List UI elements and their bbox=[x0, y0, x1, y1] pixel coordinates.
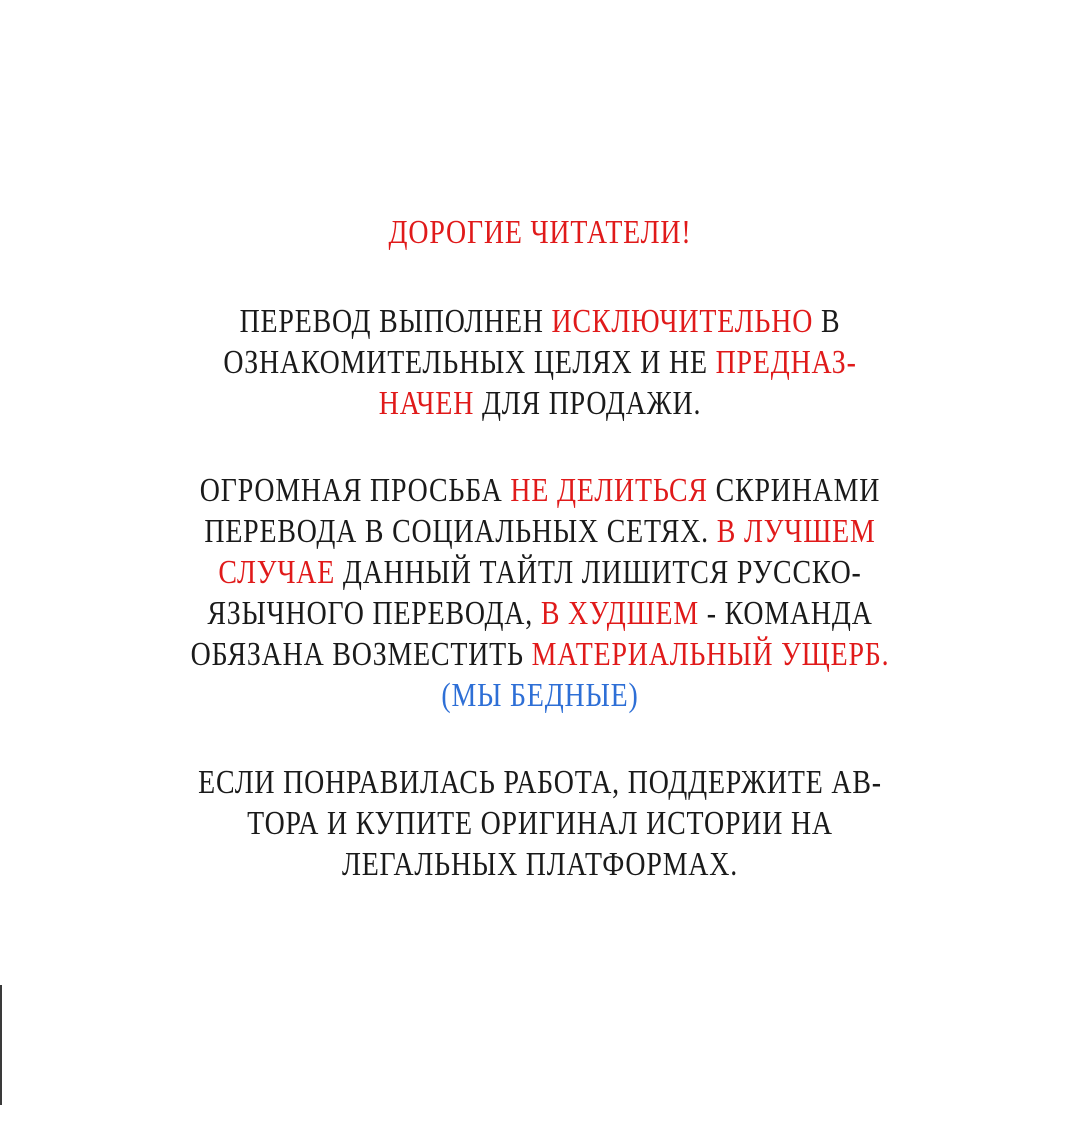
text-span: ОБЯЗАНА ВОЗМЕСТИТЬ bbox=[190, 636, 532, 673]
disclaimer-paragraph bbox=[97, 301, 983, 424]
text-span: ДАННЫЙ ТАЙТЛ ЛИШИТСЯ РУССКО- bbox=[335, 554, 862, 591]
text-span: ПЕРЕВОДА В СОЦИАЛЬНЫХ СЕТЯХ. bbox=[204, 513, 717, 550]
request-line-3 bbox=[97, 552, 983, 593]
highlight-worst-case: В ХУДШЕМ bbox=[540, 595, 699, 632]
support-line-2: ТОРА И КУПИТЕ ОРИГИНАЛ ИСТОРИИ НА bbox=[247, 805, 833, 842]
disclaimer-line-3 bbox=[97, 383, 983, 424]
text-span: ДЛЯ ПРОДАЖИ. bbox=[474, 385, 702, 422]
support-paragraph bbox=[97, 762, 983, 885]
text-span: ПЕРЕВОД ВЫПОЛНЕН bbox=[239, 303, 552, 340]
text-span: В bbox=[813, 303, 841, 340]
text-span: ЯЗЫЧНОГО ПЕРЕВОДА, bbox=[207, 595, 541, 632]
we-are-poor-note: (МЫ БЕДНЫЕ) bbox=[441, 677, 639, 714]
highlight-damages: МАТЕРИАЛЬНЫЙ УЩЕРБ. bbox=[531, 636, 890, 673]
translator-notice bbox=[97, 200, 983, 931]
highlight-best-case-cont: СЛУЧАЕ bbox=[218, 554, 336, 591]
support-line-1: ЕСЛИ ПОНРАВИЛАСЬ РАБОТА, ПОДДЕРЖИТЕ АВ- bbox=[198, 764, 882, 801]
highlight-not-intended: ПРЕДНАЗ- bbox=[715, 344, 857, 381]
notice-heading: ДОРОГИЕ ЧИТАТЕЛИ! bbox=[388, 214, 692, 251]
request-line-1 bbox=[97, 470, 983, 511]
highlight-do-not-share: НЕ ДЕЛИТЬСЯ bbox=[510, 472, 708, 509]
disclaimer-line-2 bbox=[97, 342, 983, 383]
highlight-exclusively: ИСКЛЮЧИТЕЛЬНО bbox=[551, 303, 814, 340]
text-span: ОЗНАКОМИТЕЛЬНЫХ ЦЕЛЯХ И НЕ bbox=[223, 344, 716, 381]
text-span: - КОМАНДА bbox=[698, 595, 873, 632]
text-span: ОГРОМНАЯ ПРОСЬБА bbox=[199, 472, 511, 509]
text-span: СКРИНАМИ bbox=[707, 472, 881, 509]
disclaimer-line-1 bbox=[97, 301, 983, 342]
support-line-3: ЛЕГАЛЬНЫХ ПЛАТФОРМАХ. bbox=[341, 846, 739, 883]
edge-divider bbox=[0, 985, 2, 1105]
request-line-4 bbox=[97, 593, 983, 634]
request-paragraph bbox=[97, 470, 983, 716]
request-line-5 bbox=[97, 634, 983, 675]
highlight-best-case: В ЛУЧШЕМ bbox=[716, 513, 876, 550]
highlight-not-intended-cont: НАЧЕН bbox=[378, 385, 475, 422]
request-line-2 bbox=[97, 511, 983, 552]
